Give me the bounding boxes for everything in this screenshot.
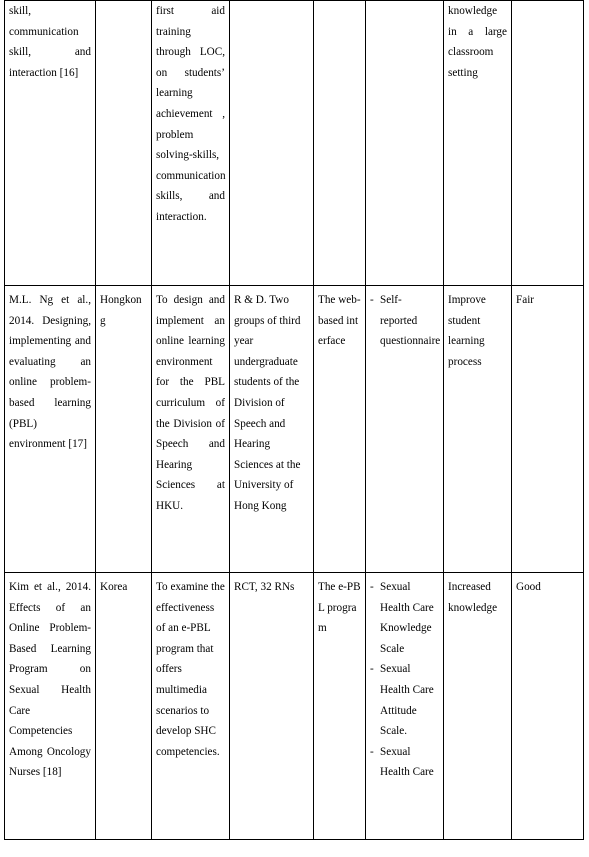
outcome-cell: Increased knowledge — [444, 573, 512, 840]
design-cell — [230, 1, 314, 286]
outcome-cell: Improve student learning process — [444, 286, 512, 573]
instrument-item: - Sexual Health Care Attitude Scale. — [370, 659, 439, 741]
country-cell — [96, 1, 152, 286]
quality-cell: Good — [512, 573, 584, 840]
intervention-cell: The web-based interface — [314, 286, 366, 573]
country-cell: Korea — [96, 573, 152, 840]
quality-cell: Fair — [512, 286, 584, 573]
design-cell: RCT, 32 RNs — [230, 573, 314, 840]
instrument-item: - Sexual Health Care Knowledge Scale — [370, 577, 439, 659]
table-row — [5, 573, 584, 840]
instruments-cell — [366, 286, 444, 573]
aim-cell: To examine the effectiveness of an e-PBL program that offers multimedia scenarios to develop SHC competencies. — [152, 573, 230, 840]
table-row — [5, 286, 584, 573]
quality-cell — [512, 1, 584, 286]
instruments-cell — [366, 1, 444, 286]
instruments-cell — [366, 573, 444, 840]
studies-table — [4, 0, 584, 840]
instrument-item: - Sexual Health Care — [370, 742, 439, 783]
aim-cell: To design and implement an online learning environment for the PBL curriculum of the Division of Speech and Hearing Sciences at HKU. — [152, 286, 230, 573]
instrument-item: - Self-reported questionnaire — [370, 290, 439, 352]
outcome-cell: knowledge in a large classroom setting — [444, 1, 512, 286]
study-cell: Kim et al., 2014. Effects of an Online Problem-Based Learning Program on Sexual Health Care Competencies Among Oncology Nurses [18] — [5, 573, 96, 840]
aim-cell: first aid training through LOC, on students’ learning achievement , problem solving-skills, communication skills, and interaction. — [152, 1, 230, 286]
intervention-cell: The e-PBL program — [314, 573, 366, 840]
design-cell: R & D. Two groups of third year undergraduate students of the Division of Speech and Hearing Sciences at the University of Hong Kong — [230, 286, 314, 573]
intervention-cell — [314, 1, 366, 286]
table-row — [5, 1, 584, 286]
country-cell: Hongkong — [96, 286, 152, 573]
study-cell: M.L. Ng et al., 2014. Designing, implementing and evaluating an online problem-based learning (PBL) environment [17] — [5, 286, 96, 573]
study-cell: skill, communication skill, and interaction [16] — [5, 1, 96, 286]
